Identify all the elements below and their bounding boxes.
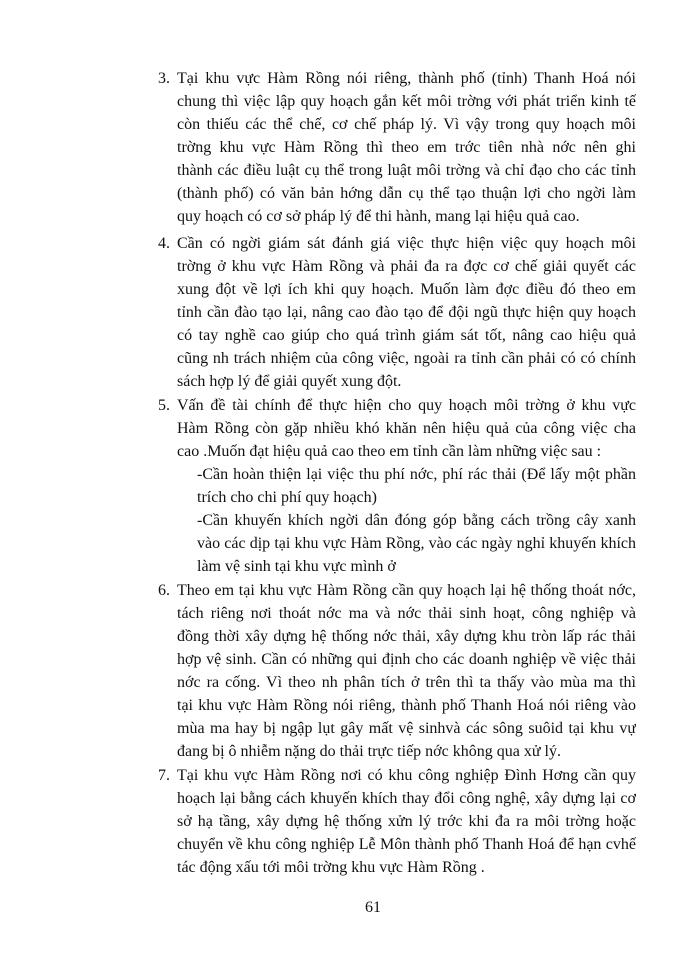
text-line: sở hạ tầng, xây dựng hệ thống xửn lý trớc khi đa ra môi trờng hoặc (177, 813, 636, 830)
text-line: cũng nh trách nhiệm của công việc, ngoài ra tỉnh cần phải có có chính (177, 350, 636, 367)
text-line: tỉnh cần đào tạo lại, nâng cao đào tạo để đội ngũ thực hiện quy hoạch (177, 304, 636, 321)
text-line: Vấn đề tài chính để thực hiện cho quy hoạch môi trờng ở khu vực (177, 397, 636, 414)
text-line: thành các điều luật cụ thể trong luật môi trờng và chỉ đạo cho các tỉnh (177, 162, 636, 179)
text-line: hợp vệ sinh. Cần có những qui định cho các doanh nghiệp về việc thải (177, 651, 636, 668)
text-line: chung thì việc lập quy hoạch gắn kết môi trờng với phát triển kinh tế (177, 93, 636, 110)
text-line: xung đột về lợi ích khi quy hoạch. Muốn làm đợc điều đó theo em (177, 281, 636, 298)
text-line: tại khu vực Hàm Rồng nói riêng, thành phố Thanh Hoá nói riêng vào (177, 697, 636, 714)
list-item-7 (158, 764, 636, 879)
item-number: 4. (158, 235, 170, 252)
text-line: Tại khu vực Hàm Rồng nơi có khu công nghiệp Đình Hơng cần quy (177, 767, 636, 784)
sub-text-line: -Cần khuyến khích ngời dân đóng góp bằng cách trồng cây xanh (197, 512, 636, 529)
text-line: mùa ma hay bị ngập lụt gây mất vệ sinhvà các sông suôid tại khu vự (177, 720, 636, 737)
list-item-6 (158, 579, 636, 763)
text-line: trờng ở khu vực Hàm Rồng và phải đa ra đợc cơ chế giải quyết các (177, 258, 636, 275)
list-item-5 (158, 394, 636, 578)
text-line: hoạch lại bằng cách khuyến khích thay đổi công nghệ, xây dựng lại cơ (177, 790, 636, 807)
text-line: nớc ra cống. Vì theo nh phân tích ở trên thì ta thấy vào mùa ma thì (177, 674, 636, 691)
sub-text-line: vào các dịp tại khu vực Hàm Rồng, vào các ngày nghỉ khuyến khích (197, 535, 636, 552)
text-line: (thành phố) có văn bản hớng dẫn cụ thể tạo thuận lợi cho ngời làm (177, 185, 636, 202)
text-line: có tay nghề cao giúp cho quá trình giám sát tốt, nâng cao hiệu quả (177, 327, 636, 344)
page-number: 61 (365, 899, 381, 916)
sub-text-line: trích cho chi phí quy hoạch) (197, 489, 377, 506)
item-number: 5. (158, 397, 170, 414)
list-item-4 (158, 232, 636, 393)
list-item-3 (158, 67, 636, 228)
text-line: tách riêng nơi thoát nớc ma và nớc thải sinh hoạt, công nghiệp và (177, 605, 636, 622)
text-line: trờng khu vực Hàm Rồng thì theo em trớc tiên nhà nớc nên ghi (177, 139, 636, 156)
text-line: tác động xấu tới môi trờng khu vực Hàm Rồng . (177, 859, 485, 876)
text-line: chuyển về khu công nghiệp Lễ Môn thành phố Thanh Hoá để hạn cvhế (177, 836, 636, 853)
text-line: Hàm Rồng còn gặp nhiều khó khăn nên hiệu quả của công việc cha (177, 420, 636, 437)
text-line: Tại khu vực Hàm Rồng nói riêng, thành phố (tỉnh) Thanh Hoá nói (177, 70, 636, 87)
text-line: Cần có ngời giám sát đánh giá việc thực hiện việc quy hoạch môi (177, 235, 636, 252)
sub-text-line: -Cần hoàn thiện lại việc thu phí nớc, phí rác thải (Để lấy một phần (197, 466, 636, 483)
sub-text-line: làm vệ sinh tại khu vực mình ở (197, 558, 396, 575)
item-number: 7. (158, 767, 170, 784)
text-line: còn thiếu các thể chế, cơ chế pháp lý. Vì vậy trong quy hoạch môi (177, 116, 636, 133)
text-line: đang bị ô nhiễm nặng do thải trực tiếp nớc không qua xử lý. (177, 743, 561, 760)
text-line: đồng thời xây dựng hệ thống nớc thải, xây dựng khu tròn lấp rác thải (177, 628, 636, 645)
text-line: Theo em tại khu vực Hàm Rồng cần quy hoạch lại hệ thống thoát nớc, (177, 582, 636, 599)
text-line: cao .Muốn đạt hiệu quả cao theo em tỉnh cần làm những việc sau : (177, 443, 602, 460)
text-line: sách hợp lý để giải quyết xung đột. (177, 373, 402, 390)
item-number: 3. (158, 70, 170, 87)
text-line: quy hoạch có cơ sở pháp lý để thi hành, mang lại hiệu quả cao. (177, 208, 580, 225)
item-number: 6. (158, 582, 170, 599)
